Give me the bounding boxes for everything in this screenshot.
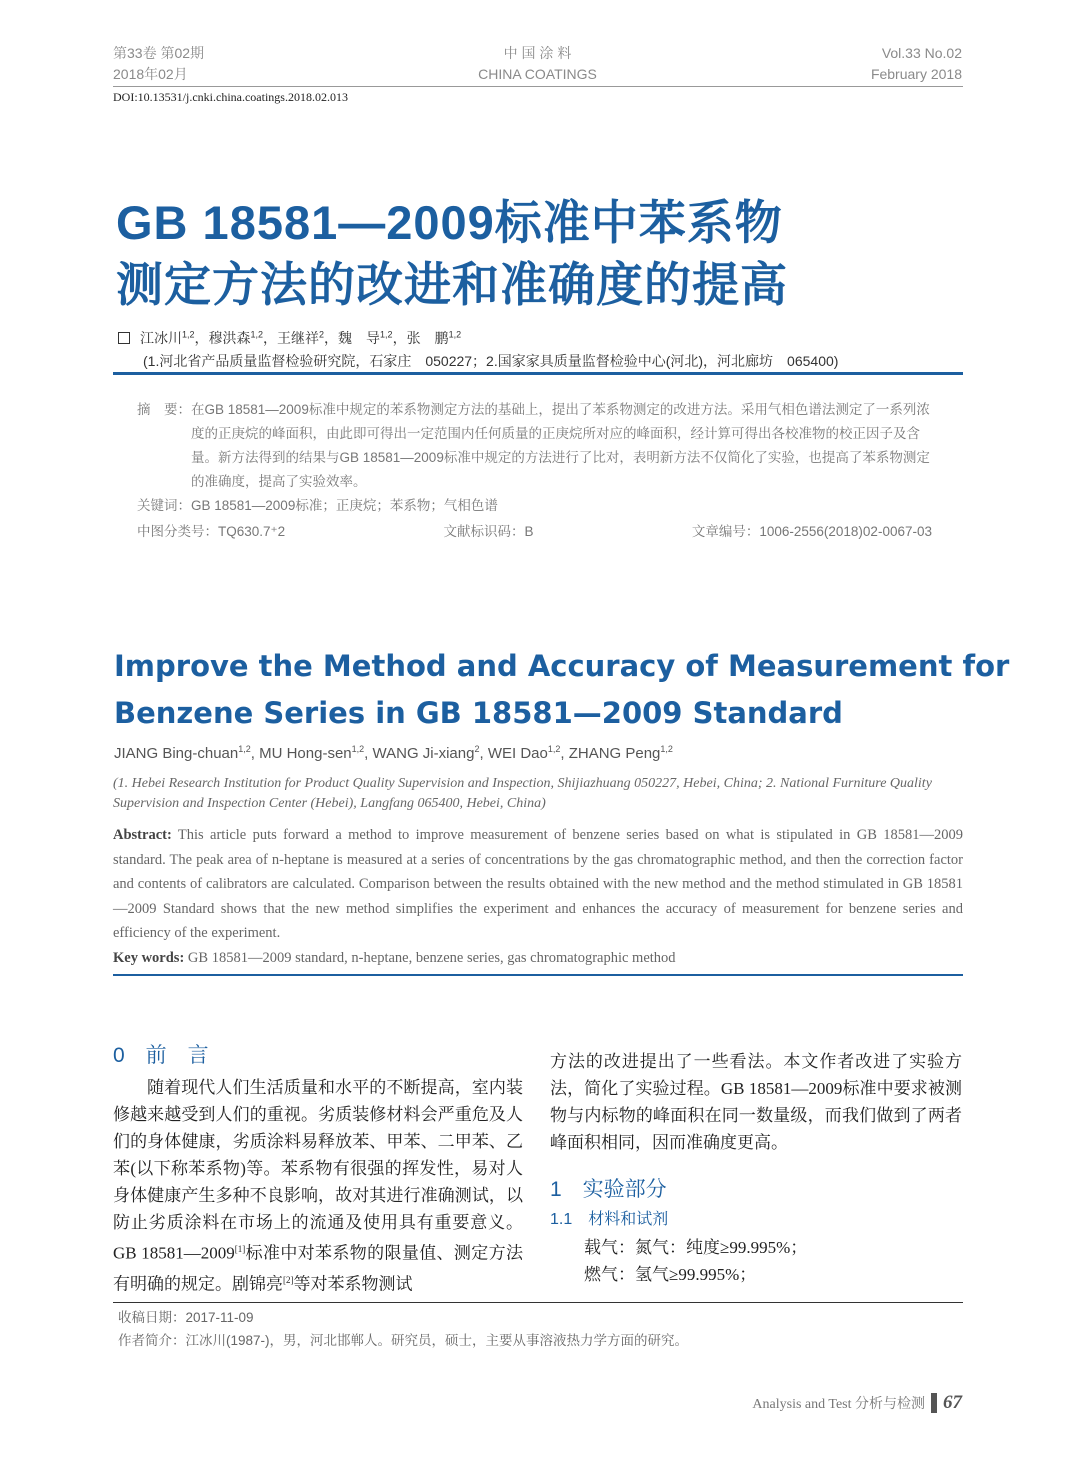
chinese-title: GB 18581—2009标准中苯系物 测定方法的改进和准确度的提高 — [116, 196, 788, 311]
author-name: 江冰川 — [140, 330, 182, 346]
abstract-rule — [113, 974, 963, 976]
left-column — [113, 1040, 523, 1297]
english-affiliation: (1. Hebei Research Institution for Product Quality Supervision and Inspection, Shijiazhuang 050227, Hebei, China; 2. National Furniture Quality Supervision and Inspection Center (Hebei), Langfang 065400, Hebei, China) — [113, 776, 932, 811]
doi: DOI:10.13531/j.cnki.china.coatings.2018.02.013 — [113, 90, 348, 104]
author-affiliation-mark: 2 — [319, 329, 325, 340]
volume-info: Vol.33 No.02 February 2018 — [870, 45, 962, 82]
author-name: ZHANG Peng — [568, 745, 661, 762]
page-footer: Analysis and Test 分析与检测 67 — [752, 1392, 962, 1413]
author-name: MU Hong-sen — [259, 745, 352, 762]
section-1-heading: 1 实验部分 — [550, 1178, 667, 1201]
author-affiliation-mark: 1,2 — [660, 744, 673, 754]
footnote: 收稿日期：2017-11-09 作者简介：江冰川(1987-)，男，河北邯郸人。研究员，硕士，主要从事溶液热力学方面的研究。 — [118, 1310, 689, 1348]
author-name: JIANG Bing-chuan — [114, 745, 239, 762]
chinese-abstract: 摘 要：在GB 18581—2009标准中规定的苯系物测定方法的基础上，提出了苯系物测定的改进方法。采用气相色谱法测定了一系列浓度的正庚烷的峰面积，由此即可得出一定范围内任何质量的正庚烷所对应的峰面积，经计算可得出各校准物的校正因子及含量。新方法得到的结果与GB 18581—2009标准中规定的方法进行了比对，表明新方法不仅简化了实验，也提高了苯系物测定的准确度，提高了实验效率。 关键词：GB 18581—2009标准；正庚烷；苯系物；气相色谱 中图分类号：TQ630.7⁺2 文献标识码：B 文章编号：1006-2556(2018)02-0067-03 — [137, 402, 932, 539]
author-name: 穆洪森 — [208, 330, 251, 346]
footnote-rule — [113, 1302, 963, 1303]
journal-name: 中 国 涂 料 CHINA COATINGS — [478, 45, 597, 82]
title-rule — [113, 372, 963, 375]
right-column: 方法的改进提出了一些看法。本文作者改进了实验方法，简化了实验过程。GB 18581—2009标准中要求被测物与内标物的峰面积在同一数量级，而我们做到了两者峰面积相同，因而准确度更高。 1 实验部分 1.1 材料和试剂 载气：氮气：纯度≥99.995%； 燃气：氢气≥99.995%； — [550, 1052, 962, 1284]
author-affiliation-mark: 1,2 — [380, 329, 393, 340]
citation-link[interactable]: [1] — [234, 1244, 246, 1254]
section-0-heading: 0 前 言 — [113, 1044, 209, 1067]
citation-link[interactable]: [2] — [283, 1274, 294, 1285]
author-affiliation-mark: 1,2 — [351, 744, 365, 754]
author-affiliation-mark: 2 — [474, 744, 480, 754]
english-abstract: Abstract: This article puts forward a method to improve measurement of benzene series based on what is stipulated in GB 18581—2009 standard. The peak area of n-heptane is measured at a series of concentrations by the gas chromatographic method, and then the correction factor and contents of calibrators are calculated. Comparison between the results obtained with the new method and the method stimulated in GB 18581—2009 Standard shows that the new method simplifies the experiment and enhances the accuracy of measurement for benzene series and efficiency of the experiment. Key words: GB 18581—2009 standard, n-heptane, benzene series, gas chromatographic method — [113, 827, 963, 966]
english-title: Improve the Method and Accuracy of Measurement for Benzene Series in GB 18581—2009 Standard — [114, 649, 1010, 730]
checkbox-icon — [118, 332, 130, 344]
issue-info: 第33卷 第02期 2018年02月 — [113, 45, 205, 82]
page-number: 67 — [943, 1392, 962, 1413]
author-name: 王继祥 — [277, 330, 320, 346]
english-authors: JIANG Bing-chuan$^{1,2}$, MU Hong-sen$^{1,2}$, WANG Ji-xiang$^2$, WEI Dao$^{1,2}$, ZHANG Peng$^{1,2}$ — [114, 744, 673, 762]
section-1-1-heading: 1.1 材料和试剂 — [550, 1211, 669, 1228]
author-affiliation-mark: 1,2 — [250, 329, 264, 340]
author-name: 魏 导 — [338, 330, 381, 346]
chinese-authors: 江冰川$^{1,2}$，穆洪森$^{1,2}$，王继祥$^2$，魏 导$^{1,2}$，张 鹏$^{1,2}$ — [118, 328, 461, 348]
author-affiliation-mark: 1,2 — [182, 329, 195, 340]
author-name: 张 鹏 — [406, 330, 449, 346]
author-affiliation-mark: 1,2 — [238, 744, 251, 754]
author-affiliation-mark: 1,2 — [448, 329, 462, 340]
footer-bar — [931, 1393, 937, 1413]
author-name: WEI Dao — [487, 745, 548, 762]
author-name: WANG Ji-xiang — [372, 745, 475, 762]
chinese-affiliation: (1.河北省产品质量监督检验研究院，石家庄 050227；2.国家家具质量监督检验中心(河北)，河北廊坊 065400) — [143, 353, 839, 369]
section-0-text: 随着现代人们生活质量和水平的不断提高，室内装修越来越受到人们的重视。劣质装修材料会严重危及人们的身体健康，劣质涂料易释放苯、甲苯、二甲苯、乙苯(以下称苯系物)等。苯系物有很强的挥发性，易对人身体健康产生多种不良影响，故对其进行准确测试，以防止劣质涂料在市场上的流通及使用具有重要意义。GB 18581—2009[1]标准中对苯系物的限量值、测定方法有明确的规定。剧锦亮[2]等对苯系物测试 — [113, 1078, 523, 1294]
header-rule — [113, 86, 963, 87]
author-affiliation-mark: 1,2 — [547, 744, 561, 754]
